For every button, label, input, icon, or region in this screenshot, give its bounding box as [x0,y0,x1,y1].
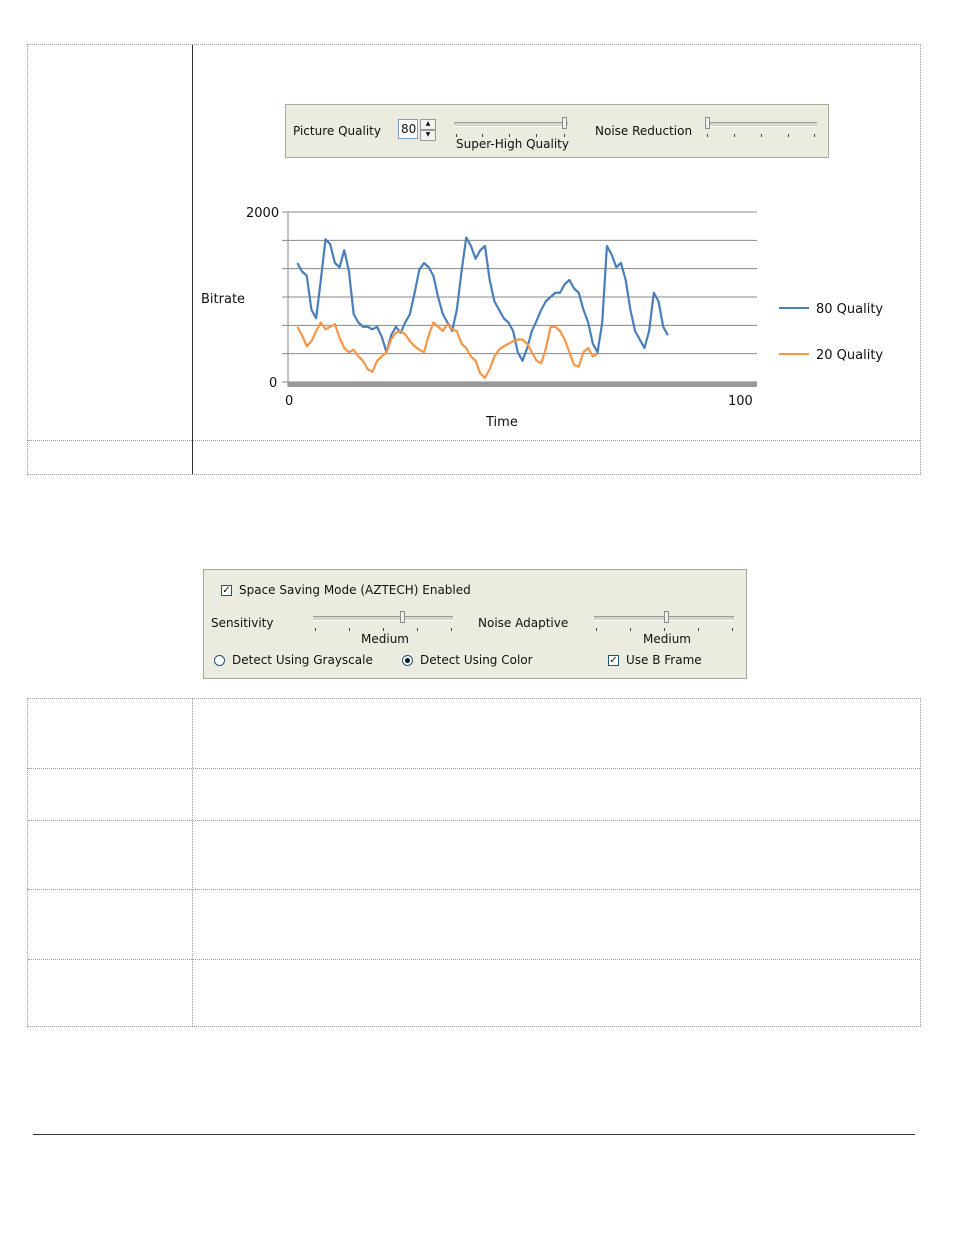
picture-quality-spinner[interactable] [398,119,440,141]
row-divider [28,440,920,441]
grayscale-label[interactable]: Detect Using Grayscale [232,653,373,667]
spin-up-icon[interactable]: ▲ [420,119,436,130]
slider-thumb[interactable] [562,117,567,129]
grayscale-radio[interactable] [214,655,225,666]
aztech-panel [203,569,747,679]
row-divider [28,959,920,960]
x-tick-label-min: 0 [285,394,294,409]
sensitivity-label: Sensitivity [211,616,274,630]
bframe-label[interactable]: Use B Frame [626,653,702,667]
row-divider [28,768,920,769]
column-divider [192,699,193,1026]
aztech-enabled-checkbox[interactable]: ✓ [222,585,231,596]
x-tick-label-max: 100 [728,394,753,409]
noise-reduction-label: Noise Reduction [595,124,693,138]
picture-quality-value[interactable]: 80 [398,119,418,139]
legend-label-0: 80 Quality [816,302,884,317]
aztech-enabled-label[interactable]: Space Saving Mode (AZTECH) Enabled [239,583,471,597]
x-axis-floor [288,382,757,387]
noise-adaptive-label: Noise Adaptive [478,616,569,630]
spin-down-icon[interactable]: ▼ [420,130,436,141]
slider-thumb[interactable] [400,611,405,623]
picture-quality-label: Picture Quality [293,124,381,138]
y-tick-label-max: 2000 [246,206,280,221]
legend-label-1: 20 Quality [816,348,884,363]
column-divider [192,45,193,474]
series-line-1 [297,323,597,378]
quality-panel [285,104,829,158]
quality-slider-label: Super-High Quality [456,137,569,151]
color-radio[interactable] [402,655,413,666]
row-divider [28,820,920,821]
y-axis-label: Bitrate [201,292,246,307]
slider-thumb[interactable] [705,117,710,129]
bframe-checkbox[interactable]: ✓ [609,655,618,666]
slider-thumb[interactable] [664,611,669,623]
footer-rule [33,1134,915,1135]
noise-reduction-slider[interactable] [705,117,817,141]
y-tick-label-min: 0 [269,376,278,391]
bottom-table [27,698,921,1027]
color-label[interactable]: Detect Using Color [420,653,533,667]
x-axis-label: Time [486,415,518,430]
sensitivity-value: Medium [361,632,409,646]
row-divider [28,889,920,890]
bitrate-chart [195,195,905,435]
series-line-0 [297,238,668,361]
noise-adaptive-value: Medium [643,632,691,646]
